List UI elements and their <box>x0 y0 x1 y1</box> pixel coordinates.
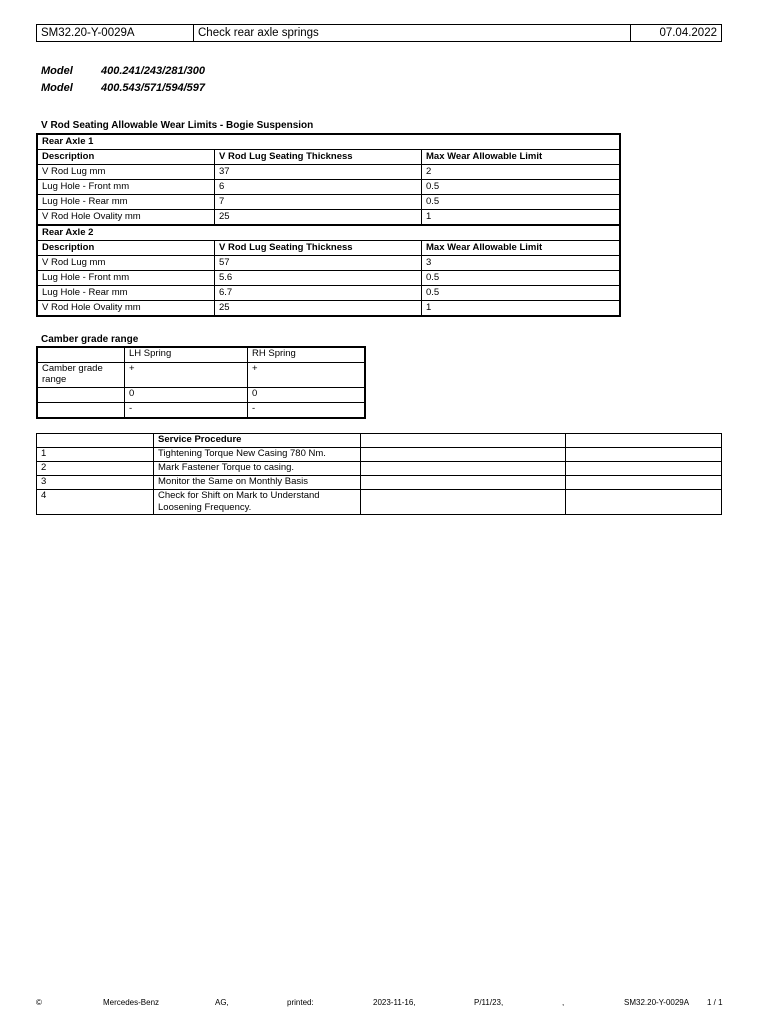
table-row <box>37 363 365 388</box>
footer-company: Mercedes-Benz <box>103 998 160 1007</box>
table-cell <box>566 490 722 515</box>
column-header: Max Wear Allowable Limit <box>422 150 621 165</box>
table-row <box>37 476 722 490</box>
table-cell: 4 <box>37 490 154 515</box>
column-header: Description <box>37 150 215 165</box>
table-cell: 0.5 <box>422 286 621 301</box>
table-cell <box>566 462 722 476</box>
doc-date: 07.04.2022 <box>631 25 722 42</box>
model-value: 400.241/243/281/300 <box>101 65 205 77</box>
table-cell: 1 <box>37 448 154 462</box>
service-procedure-table <box>36 433 722 515</box>
column-header: Description <box>37 241 215 256</box>
table-row <box>37 210 620 226</box>
table-cell: Monitor the Same on Monthly Basis <box>154 476 361 490</box>
copyright-symbol: © <box>36 998 42 1007</box>
column-header: LH Spring <box>125 347 248 363</box>
table-cell: V Rod Hole Ovality mm <box>37 301 215 317</box>
table-cell: Lug Hole - Rear mm <box>37 195 215 210</box>
table-cell <box>361 476 566 490</box>
model-label: Model <box>41 65 73 77</box>
column-header-row <box>37 150 620 165</box>
column-header: V Rod Lug Seating Thickness <box>215 150 422 165</box>
section-title: Rear Axle 1 <box>37 134 620 150</box>
table-cell: 3 <box>37 476 154 490</box>
table-cell: 37 <box>215 165 422 180</box>
model-value: 400.543/571/594/597 <box>101 82 205 94</box>
column-header <box>37 347 125 363</box>
camber-table-caption: Camber grade range <box>41 334 139 345</box>
footer-ag: AG, <box>215 998 229 1007</box>
model-line <box>41 65 205 77</box>
table-cell: 25 <box>215 210 422 226</box>
table-row <box>37 195 620 210</box>
column-header <box>361 434 566 448</box>
table-cell: 25 <box>215 301 422 317</box>
column-header-row <box>37 241 620 256</box>
wear-limits-table <box>36 133 621 317</box>
table-cell: 0.5 <box>422 271 621 286</box>
table-cell: 2 <box>422 165 621 180</box>
section-row <box>37 225 620 241</box>
column-header: Max Wear Allowable Limit <box>422 241 621 256</box>
table-cell <box>566 476 722 490</box>
table-cell: Mark Fastener Torque to casing. <box>154 462 361 476</box>
table-cell: Tightening Torque New Casing 780 Nm. <box>154 448 361 462</box>
table-cell: 6 <box>215 180 422 195</box>
column-header: V Rod Lug Seating Thickness <box>215 241 422 256</box>
footer-printed-date: 2023-11-16, <box>373 998 416 1007</box>
table-cell <box>361 448 566 462</box>
column-header <box>566 434 722 448</box>
footer-printed-label: printed: <box>287 998 314 1007</box>
doc-title: Check rear axle springs <box>194 25 631 42</box>
table-cell: V Rod Lug mm <box>37 165 215 180</box>
table-cell <box>566 448 722 462</box>
table-row <box>37 462 722 476</box>
table-row <box>37 180 620 195</box>
wear-table-caption: V Rod Seating Allowable Wear Limits - Bogie Suspension <box>41 120 314 131</box>
camber-table <box>36 346 366 419</box>
doc-id: SM32.20-Y-0029A <box>37 25 194 42</box>
footer-print-ref: P/11/23, <box>474 998 504 1007</box>
table-cell: 2 <box>37 462 154 476</box>
table-cell: 0.5 <box>422 195 621 210</box>
table-cell <box>361 462 566 476</box>
column-header: RH Spring <box>248 347 366 363</box>
table-cell: V Rod Hole Ovality mm <box>37 210 215 226</box>
table-row <box>37 271 620 286</box>
table-cell: Check for Shift on Mark to Understand Loosening Frequency. <box>154 490 361 515</box>
table-cell: Lug Hole - Front mm <box>37 180 215 195</box>
table-cell: 6.7 <box>215 286 422 301</box>
section-title: Rear Axle 2 <box>37 225 620 241</box>
table-cell: 1 <box>422 301 621 317</box>
section-row <box>37 134 620 150</box>
table-cell: 0 <box>125 388 248 403</box>
table-row <box>37 301 620 317</box>
table-cell: 3 <box>422 256 621 271</box>
table-row <box>37 388 365 403</box>
table-row <box>37 286 620 301</box>
document-header <box>36 24 722 42</box>
table-cell: 1 <box>422 210 621 226</box>
table-row <box>37 403 365 419</box>
table-header-row <box>37 434 722 448</box>
table-row <box>37 165 620 180</box>
table-row <box>37 490 722 515</box>
table-cell <box>361 490 566 515</box>
model-label: Model <box>41 82 73 94</box>
footer-doc-id: SM32.20-Y-0029A <box>624 998 690 1007</box>
table-cell: + <box>125 363 248 388</box>
table-cell <box>37 388 125 403</box>
table-row <box>37 448 722 462</box>
table-cell: Lug Hole - Front mm <box>37 271 215 286</box>
table-cell: Lug Hole - Rear mm <box>37 286 215 301</box>
table-cell: 7 <box>215 195 422 210</box>
table-cell: 0 <box>248 388 366 403</box>
footer-page-number: 1 / 1 <box>707 998 723 1007</box>
table-cell: 57 <box>215 256 422 271</box>
table-cell: 5.6 <box>215 271 422 286</box>
table-cell: V Rod Lug mm <box>37 256 215 271</box>
table-cell: - <box>125 403 248 419</box>
table-cell: + <box>248 363 366 388</box>
table-header-row <box>37 347 365 363</box>
column-header <box>37 434 154 448</box>
table-cell <box>37 403 125 419</box>
column-header: Service Procedure <box>154 434 361 448</box>
table-row <box>37 256 620 271</box>
footer-separator: , <box>562 998 565 1007</box>
model-line <box>41 82 205 94</box>
table-cell: 0.5 <box>422 180 621 195</box>
table-cell: Camber grade range <box>37 363 125 388</box>
table-cell: - <box>248 403 366 419</box>
